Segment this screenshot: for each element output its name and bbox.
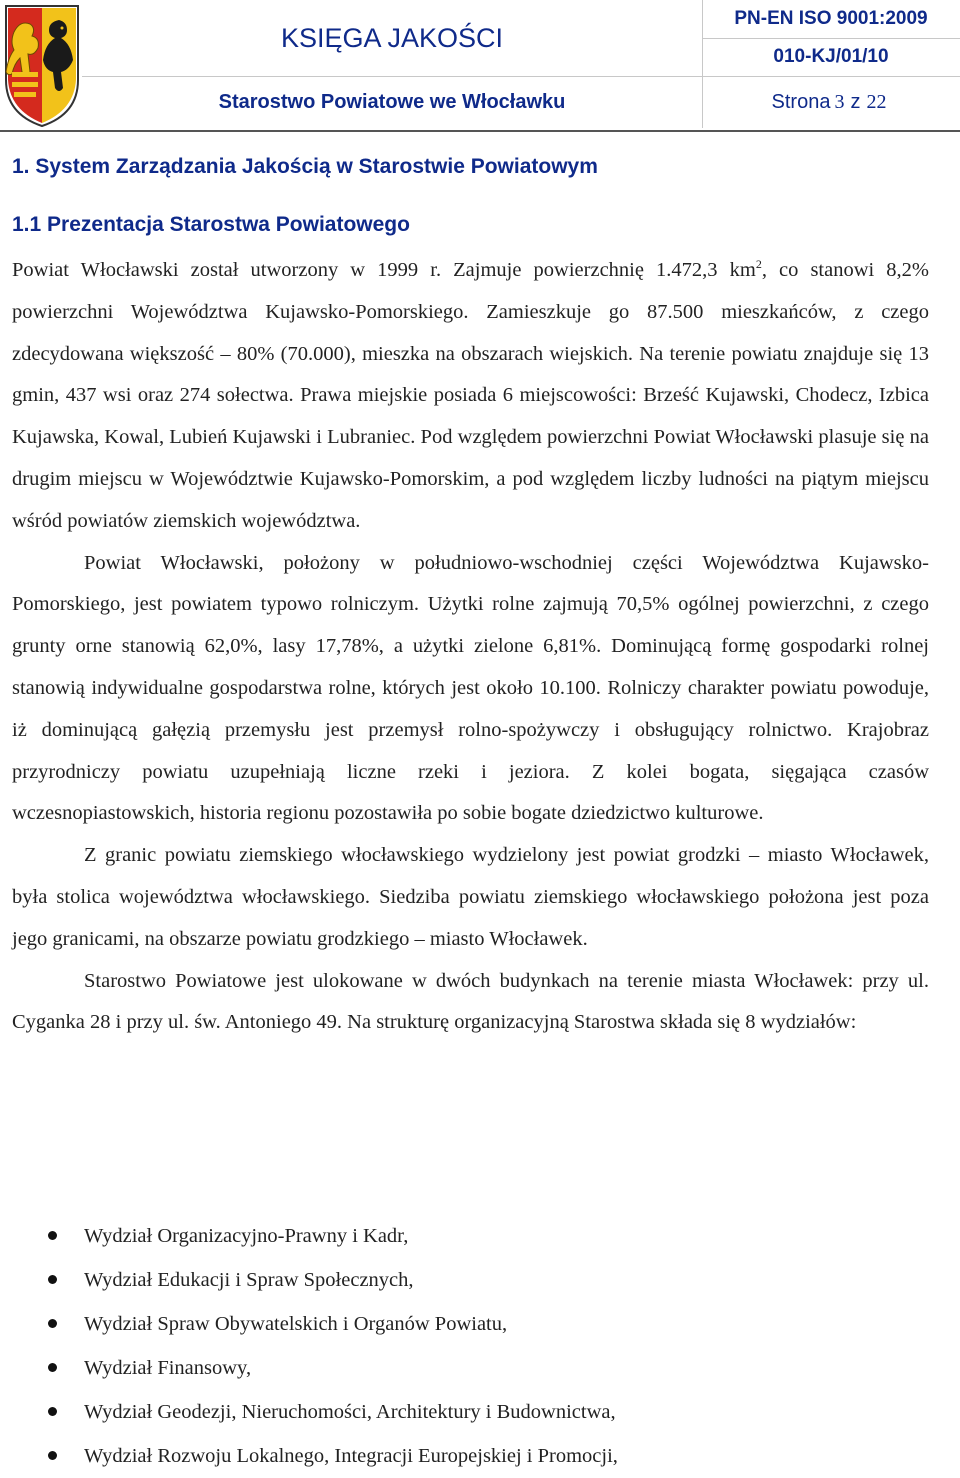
bullet-icon <box>48 1407 57 1416</box>
paragraph-2: Powiat Włocławski, położony w południowo-wschodniej części Województwa Kujawsko-Pomorskiego, jest powiatem typowo rolniczym. Użytki rolne zajmują 70,5% ogólnej powierzchni, z czego grunty orne stanowią 62,0%, lasy 17,78%, a użytki zielone 6,81%. Dominującą formę gospodarki rolnej stanowią indywidualne gospodarstwa rolne, których jest około 10.100. Rolniczy charakter powiatu powoduje, iż dominującą gałęzią przemysłu jest przemysł rolno-spożywczy i obsługujący rolnictwo. Krajobraz przyrodniczy powiatu uzupełniają liczne rzeki i jeziora. Z kolei bogata, sięgająca czasów wczesnopiastowskich, historia regionu pozostawiła po sobie bogate dziedzictwo kulturowe. <box>12 551 929 825</box>
list-item <box>12 1214 929 1258</box>
page-number <box>702 76 960 128</box>
list-item <box>12 1302 929 1346</box>
page-total: 22 <box>866 90 887 113</box>
paragraph-4: Starostwo Powiatowe jest ulokowane w dwóch budynkach na terenie miasta Włocławek: przy ul. Cyganka 28 i przy ul. św. Antoniego 49. Na strukturę organizacyjną Starostwa składa się 8 wydziałów: <box>12 969 929 1034</box>
document-header <box>82 0 960 134</box>
header-divider <box>702 38 960 39</box>
list-item <box>12 1390 929 1434</box>
list-item-label: Wydział Geodezji, Nieruchomości, Architektury i Budownictwa, <box>84 1401 616 1423</box>
iso-standard-label: PN-EN ISO 9001:2009 <box>734 8 928 29</box>
main-text <box>12 250 929 1044</box>
list-item <box>12 1434 929 1478</box>
header-divider <box>82 76 960 77</box>
subsection-heading: 1.1 Prezentacja Starostwa Powiatowego <box>12 213 410 236</box>
header-rule <box>0 130 960 132</box>
departments-list <box>12 1214 929 1478</box>
list-item-label: Wydział Spraw Obywatelskich i Organów Powiatu, <box>84 1313 508 1335</box>
coat-of-arms-icon <box>2 2 82 130</box>
paragraph-1-rest: , co stanowi 8,2% powierzchni Województwa Kujawsko-Pomorskiego. Zamieszkuje go 87.500 mieszkańców, z czego zdecydowana większość – 80% (70.000), mieszka na obszarach wiejskich. Na terenie powiatu znajduje się 13 gmin, 437 wsi oraz 274 sołectwa. Prawa miejskie posiada 6 miejscowości: Brześć Kujawski, Chodecz, Izbica Kujawska, Kowal, Lubień Kujawski i Lubraniec. Pod względem powierzchni Powiat Włocławski plasuje się na drugim miejscu w Województwie Kujawsko-Pomorskim, a pod względem liczby ludności na piątym miejscu wśród powiatów ziemskich województwa. <box>12 259 929 532</box>
paragraph-1-start: Powiat Włocławski został utworzony w 1999 r. Zajmuje powierzchnię 1.472,3 km <box>12 259 756 281</box>
header-divider <box>702 0 703 128</box>
list-item-label: Wydział Edukacji i Spraw Społecznych, <box>84 1269 414 1291</box>
superscript: 2 <box>755 257 762 272</box>
list-item <box>12 1258 929 1302</box>
page-current: 3 <box>834 90 845 113</box>
page-separator: z <box>850 90 861 113</box>
document-code: 010-KJ/01/10 <box>773 46 889 67</box>
paragraph-1 <box>12 250 929 543</box>
bullet-icon <box>48 1363 57 1372</box>
organization-name: Starostwo Powiatowe we Włocławku <box>218 90 566 113</box>
bullet-icon <box>48 1275 57 1284</box>
bullet-icon <box>48 1319 57 1328</box>
list-item <box>12 1346 929 1390</box>
list-item-label: Wydział Finansowy, <box>84 1357 252 1379</box>
list-item-label: Wydział Rozwoju Lokalnego, Integracji Europejskiej i Promocji, <box>84 1445 618 1467</box>
bullet-icon <box>48 1231 57 1240</box>
page-label: Strona <box>771 90 831 113</box>
paragraph-3: Z granic powiatu ziemskiego włocławskiego wydzielony jest powiat grodzki – miasto Włocławek, była stolica województwa włocławskiego. Siedziba powiatu ziemskiego włocławskiego położona jest poza jego granicami, na obszarze powiatu grodzkiego – miasto Włocławek. <box>12 844 929 950</box>
bullet-icon <box>48 1451 57 1460</box>
document-title: KSIĘGA JAKOŚCI <box>280 22 504 53</box>
list-item-label: Wydział Organizacyjno-Prawny i Kadr, <box>84 1225 409 1247</box>
section-heading: 1. System Zarządzania Jakością w Starostwie Powiatowym <box>12 155 598 178</box>
